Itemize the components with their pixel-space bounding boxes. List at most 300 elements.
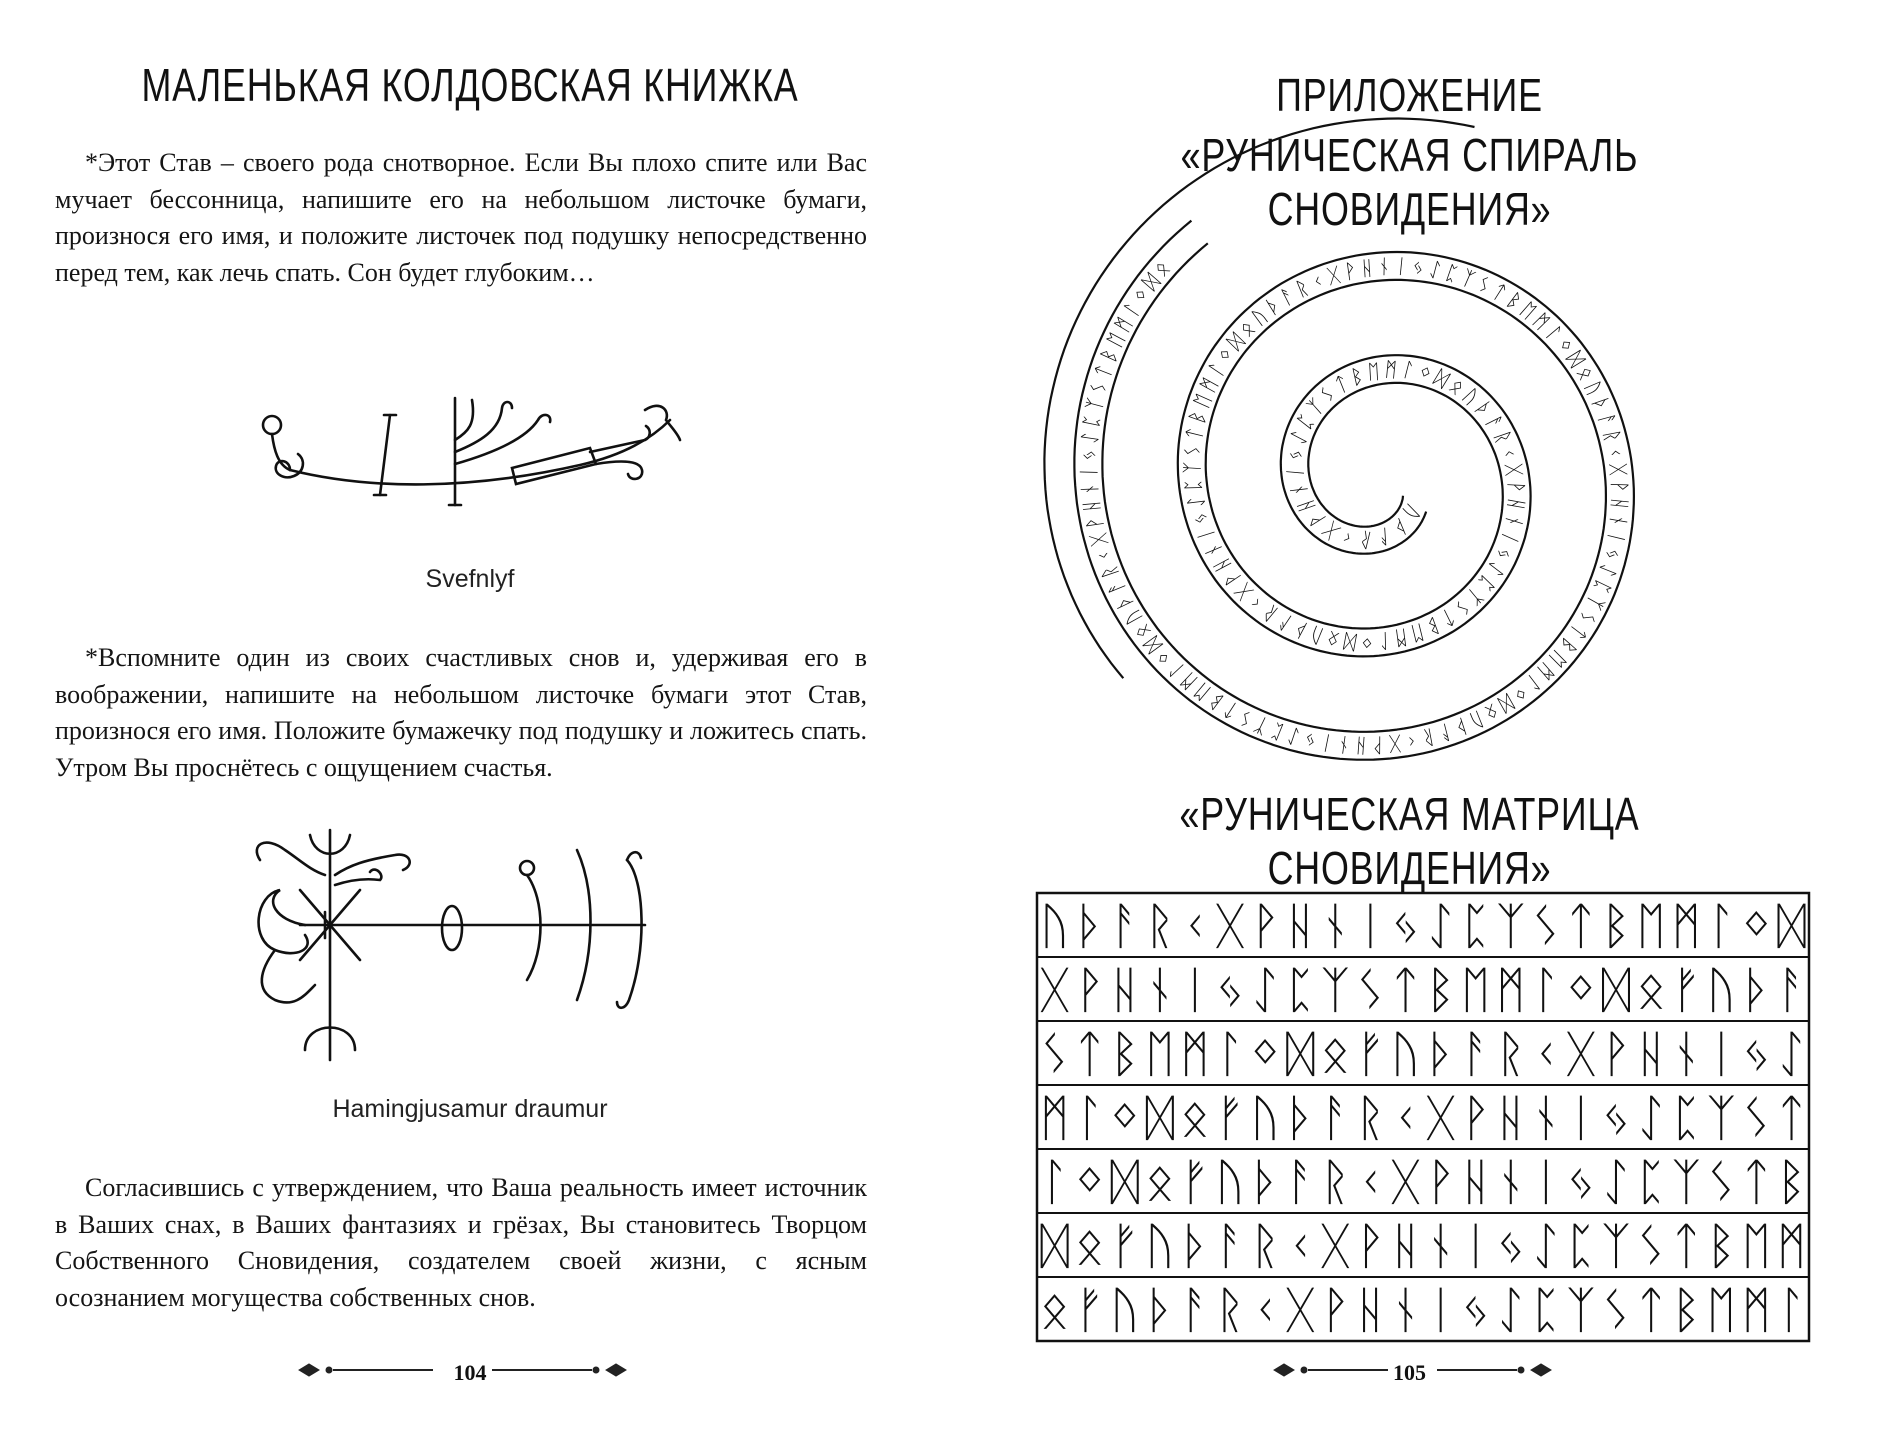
spiral-rune: ᚷ [1501,462,1527,477]
spiral-rune: ᛇ [1076,430,1103,446]
matrix-rune: ᚾ [1320,896,1351,955]
spiral-rune: ᚨ [1376,524,1391,550]
spiral-rune: ᚲ [1243,590,1269,616]
spiral-rune: ᛖ [1545,646,1571,672]
spiral-rune: ᚺ [1292,496,1320,516]
matrix-rune: ᛟ [1039,1280,1070,1339]
matrix-rune: ᛞ [1144,1088,1175,1147]
spiral-rune: ᛏ [1218,697,1243,724]
matrix-rune: ᛖ [1636,896,1667,955]
matrix-rune: ᛇ [1495,1280,1526,1339]
spiral-rune: ᛃ [1076,448,1101,463]
spiral-rune: ᚲ [1603,445,1629,460]
hamingjusamur-caption: Hamingjusamur draumur [332,1095,608,1123]
spiral-rune: ᚨ [1480,411,1508,433]
matrix-rune: ᚨ [1179,1280,1210,1339]
matrix-rune: ᚹ [1250,896,1281,955]
spiral-rune: ᛈ [1267,718,1288,745]
matrix-rune: ᚺ [1495,1088,1526,1147]
matrix-rune: ᛇ [1636,1088,1667,1147]
spiral-rune: ᚹ [1607,480,1632,493]
matrix-rune: ᛇ [1601,1152,1631,1211]
matrix-rune: ᛇ [1530,1216,1561,1275]
matrix-rune: ᚠ [1109,1216,1140,1275]
matrix-rune: ᚾ [1671,1024,1702,1083]
matrix-rune: ᛗ [1179,1024,1210,1083]
spiral-rune: ᚨ [1272,608,1297,636]
spiral-rune: ᛉ [1081,395,1108,414]
matrix-rune: ᛇ [1425,896,1456,955]
spiral-rune: ᛗ [1195,373,1223,396]
spiral-rune: ᛜ [1127,283,1155,308]
matrix-rune: ᚲ [1250,1280,1281,1339]
spiral-rune: ᛇ [1483,557,1510,582]
matrix-rune: ᚠ [1671,960,1702,1019]
matrix-rune: ᛈ [1285,960,1316,1019]
matrix-rune: ᛗ [1671,896,1702,955]
matrix-rune: ᚦ [1425,1024,1456,1083]
matrix-rune: ᚢ [1706,960,1737,1019]
matrix-rune: ᛊ [1530,896,1561,955]
spiral-rune: ᛈ [1180,478,1206,492]
matrix-rune: ᛗ [1495,960,1526,1019]
matrix-rune: ᚢ [1144,1216,1175,1275]
spiral-rune: ᚾ [1605,512,1632,529]
folio-ornament-right [490,1358,630,1382]
spiral-rune: ᚹ [1218,567,1246,591]
page-number-label: 104 [453,1360,487,1385]
paragraph-svefnlyf: *Этот Став – своего рода снотворное. Если Вы плохо спите или Вас мучает бессонница, напишите его на небольшом листочке бумаги, произнося его имя, и положите листочек под подушку непосредственно перед тем, как лечь спать. Сон будет глубоким… [55,148,867,287]
matrix-rune: ᛗ [1039,1088,1070,1147]
matrix-rune: ᚦ [1074,896,1105,955]
matrix-rune: ᛚ [1074,1088,1105,1147]
spiral-rune: ᛁ [1496,527,1524,549]
spiral-rune: ᚢ [1119,606,1147,629]
spiral-rune: ᛊ [1085,378,1112,398]
matrix-rune: ᛊ [1601,1280,1631,1339]
matrix-rune: ᛃ [1495,1216,1526,1275]
spiral-rune: ᛜ [1360,629,1375,655]
spiral-rune: ᛃ [1599,544,1627,564]
spiral-rune: ᛞ [1562,347,1590,371]
spiral-rune: ᚢ [1458,384,1484,410]
spiral-rune: ᚲ [1308,267,1327,295]
matrix-rune: ᛏ [1565,896,1596,955]
matrix-rune: ᚹ [1425,1152,1456,1211]
spiral-rune: ᛁ [1603,528,1630,547]
spiral-rune: ᛊ [1234,705,1257,732]
spiral-title: «РУНИЧЕСКАЯ СПИРАЛЬ СНОВИДЕНИЯ» [1180,129,1639,235]
spiral-rune: ᛟ [1571,362,1599,385]
matrix-rune: ᚾ [1144,960,1175,1019]
matrix-rune: ᚷ [1320,1216,1351,1275]
spiral-rune: ᛖ [1188,390,1216,412]
matrix-rune: ᛈ [1530,1280,1561,1339]
matrix-title: «РУНИЧЕСКАЯ МАТРИЦА СНОВИДЕНИЯ» [1179,788,1640,894]
spiral-rune: ᚦ [1470,396,1497,421]
svefnlyf-caption: Svefnlyf [425,565,515,593]
spiral-rune: ᛖ [1189,678,1215,705]
matrix-rune: ᛁ [1355,896,1386,955]
matrix-rune: ᚨ [1285,1152,1316,1211]
spiral-rune: ᛇ [1285,426,1313,449]
matrix-rune: ᚷ [1215,896,1245,955]
running-head: МАЛЕНЬКАЯ КОЛДОВСКАЯ КНИЖКА [141,59,799,111]
matrix-rune: ᚹ [1601,1024,1631,1083]
spiral-rune: ᛗ [1383,356,1399,382]
spiral-rune: ᛚ [1377,628,1391,654]
spiral-rune: ᛁ [1192,525,1220,545]
spiral-rune: ᚦ [1587,394,1615,414]
matrix-rune: ᛁ [1565,1088,1596,1147]
spiral-rune: ᛚ [1540,320,1567,346]
spiral-rune: ᛗ [1528,308,1555,334]
spiral-rune: ᛚ [1163,657,1189,683]
paragraph-hamingjusamur: *Вспомните один из своих счастливых снов и, удерживая его в воображении, напишите на небольшом листочке бумаги этот Став, произнося его имя. Положите бумажечку под подушку и ложитесь спать. Утром Вы проснётесь с ощущением счастья. [55,643,867,782]
matrix-rune: ᛁ [1460,1216,1491,1275]
spiral-rune: ᚺ [1354,733,1368,759]
matrix-rune: ᛖ [1144,1024,1175,1083]
matrix-rune: ᛏ [1776,1088,1807,1147]
matrix-rune: ᛇ [1250,960,1281,1019]
spiral-rune: ᛞ [1138,269,1164,294]
matrix-rune: ᛖ [1741,1216,1772,1275]
spiral-rune: ᛞ [1139,632,1166,657]
spiral-rune: ᛉ [1582,591,1609,614]
spiral-rune: ᛏ [1487,278,1511,306]
matrix-rune: ᚺ [1390,1216,1421,1275]
spiral-rune: ᛈ [1442,259,1462,287]
spiral-rune: ᚲ [1090,546,1117,565]
spiral-rune: ᛊ [1473,271,1496,298]
matrix-rune: ᛖ [1706,1280,1737,1339]
spiral-rune: ᚲ [1404,728,1420,754]
spiral-rune: ᚱ [1599,427,1626,445]
spiral-rune: ᛉ [1457,264,1479,292]
matrix-rune: ᚷ [1039,960,1070,1019]
spiral-rune: ᚦ [1261,292,1285,320]
matrix-rune: ᛗ [1741,1280,1772,1339]
spiral-rune: ᚹ [1303,508,1331,532]
spiral-rune: ᛊ [1315,380,1339,408]
runic-matrix [1037,893,1809,1341]
spiral-rune: ᛊ [1450,594,1474,622]
matrix-rune: ᛞ [1039,1216,1070,1275]
appendix-title: ПРИЛОЖЕНИЕ [1276,69,1543,121]
matrix-rune: ᛉ [1671,1152,1702,1211]
matrix-rune: ᛊ [1636,1216,1667,1275]
spiral-rune: ᛇ [1283,723,1304,750]
spiral-rune: ᛏ [1331,370,1352,398]
matrix-rune: ᚦ [1144,1280,1175,1339]
spiral-rune: ᚢ [1247,303,1272,330]
matrix-rune: ᛁ [1706,1024,1737,1083]
folio-ornament-left [1270,1358,1390,1382]
matrix-rune: ᛏ [1741,1152,1772,1211]
spiral-rune: ᛉ [1179,461,1205,475]
matrix-rune: ᛒ [1601,896,1631,955]
matrix-rune: ᛉ [1601,1216,1631,1275]
spiral-rune: ᛜ [1415,359,1436,387]
matrix-rune: ᚱ [1355,1088,1386,1147]
spiral-rune: ᚺ [1607,496,1633,511]
spiral-rune: ᛗ [1109,313,1137,336]
spiral-rune: ᛒ [1423,613,1444,640]
matrix-rune: ᛃ [1741,1024,1772,1083]
spiral-rune: ᚹ [1504,480,1529,494]
spiral-rune: ᛗ [1533,658,1559,685]
spiral-rune: ᚦ [1451,713,1471,741]
spiral-rune: ᛒ [1555,633,1582,659]
spiral-rune: ᚹ [1081,515,1108,531]
page-number-label: 105 [1393,1360,1426,1385]
matrix-rune: ᚨ [1776,960,1807,1019]
matrix-rune: ᛊ [1355,960,1386,1019]
matrix-rune: ᚺ [1355,1280,1386,1339]
spiral-rune: ᚦ [1110,592,1138,614]
matrix-rune: ᛞ [1776,896,1807,955]
matrix-rune: ᚺ [1636,1024,1667,1083]
spiral-rune: ᚷ [1085,531,1112,548]
spiral-rune: ᛁ [1076,465,1101,479]
matrix-rune: ᛃ [1565,1152,1596,1211]
matrix-rune: ᚲ [1530,1024,1561,1083]
spiral-rune: ᛚ [1118,297,1145,322]
matrix-rune: ᛟ [1074,1216,1105,1275]
matrix-rune: ᛏ [1671,1216,1702,1275]
spiral-rune: ᛚ [1399,356,1417,383]
spiral-rune: ᛊ [1574,605,1601,630]
matrix-rune: ᚨ [1215,1216,1245,1275]
matrix-rune: ᛏ [1636,1280,1667,1339]
runic-spiral [1076,205,1660,765]
spiral-rune: ᛖ [1408,620,1427,647]
spiral-rune: ᚱ [1291,274,1313,302]
matrix-rune: ᛉ [1320,960,1351,1019]
matrix-rune: ᛉ [1706,1088,1737,1147]
paragraph-conclusion: Согласившись с утверждением, что Ваша реальность имеет источник в Ваших снах, в Ваших фантазиях и грёзах, Вы становитесь Творцом Собственного Сновидения, создателем своей жизни, с ясным осознанием могущества собственных снов. [55,1173,867,1312]
spiral-rune: ᛜ [1508,680,1532,708]
spiral-rune: ᚷ [1230,579,1257,604]
spiral-rune: ᛞ [1430,365,1453,392]
spiral-rune: ᚺ [1360,255,1374,281]
matrix-rune: ᛒ [1671,1280,1702,1339]
spiral-rune: ᚷ [1606,462,1631,476]
spiral-rune: ᛟ [1444,373,1470,400]
matrix-rune: ᚹ [1320,1280,1351,1339]
matrix-rune: ᚲ [1285,1216,1316,1275]
spiral-rune: ᚢ [1580,377,1608,399]
spiral-rune: ᚷ [1318,517,1344,544]
matrix-rune: ᛚ [1530,960,1561,1019]
spiral-rune: ᚱ [1420,724,1437,751]
spiral-rune: ᛟ [1234,315,1260,342]
spiral-rune: ᛃ [1281,445,1309,464]
spiral-rune: ᛏ [1437,604,1460,632]
spiral-rune: ᚹ [1371,733,1385,758]
spiral-rune: ᛟ [1149,255,1175,282]
spiral-rune: ᛃ [1301,727,1320,754]
matrix-rune: ᚷ [1285,1280,1316,1339]
matrix-rune: ᚦ [1179,1216,1210,1275]
spiral-rune: ᛞ [1222,328,1249,354]
spiral-rune: ᛉ [1462,583,1488,610]
matrix-rune: ᛟ [1320,1024,1351,1083]
matrix-rune: ᚺ [1285,896,1316,955]
spiral-rune: ᛏ [1565,619,1592,645]
spiral-rune: ᛟ [1128,619,1156,643]
matrix-rune: ᛚ [1706,896,1737,955]
spiral-rune: ᚾ [1286,482,1312,498]
spiral-rune: ᛉ [1302,393,1328,420]
matrix-rune: ᚦ [1285,1088,1316,1147]
spiral-rune: ᚲ [1336,524,1359,552]
matrix-rune: ᛏ [1390,960,1421,1019]
matrix-rune: ᛃ [1601,1088,1631,1147]
matrix-rune: ᚢ [1039,896,1070,955]
spiral-rune: ᚾ [1199,540,1227,561]
spiral-rune: ᛜ [1150,645,1177,671]
matrix-rune: ᛜ [1741,896,1772,955]
spiral-rune: ᚨ [1276,283,1298,310]
matrix-rune: ᛃ [1215,960,1245,1019]
matrix-rune: ᛗ [1776,1216,1807,1275]
spiral-rune: ᚢ [1398,499,1425,526]
spiral-rune: ᛞ [1495,690,1518,717]
spiral-rune: ᚾ [1377,254,1391,279]
matrix-rune: ᚹ [1074,960,1105,1019]
matrix-rune: ᛜ [1074,1152,1105,1211]
spiral-rune: ᚱ [1257,600,1283,627]
matrix-rune: ᚨ [1320,1088,1351,1147]
spiral-rune: ᛉ [1250,712,1272,739]
matrix-rune: ᛟ [1144,1152,1175,1211]
matrix-rune: ᚱ [1495,1024,1526,1083]
matrix-rune: ᚢ [1390,1024,1421,1083]
spiral-rune: ᚺ [1503,496,1530,512]
spiral-rune: ᛖ [1102,328,1130,351]
matrix-rune: ᛊ [1741,1088,1772,1147]
matrix-rune: ᛊ [1706,1152,1737,1211]
spiral-rune: ᛏ [1181,425,1208,443]
spiral-rune: ᚨ [1593,410,1621,429]
matrix-rune: ᛃ [1460,1280,1491,1339]
matrix-rune: ᚲ [1355,1152,1386,1211]
spiral-rune: ᚱ [1489,427,1517,447]
matrix-rune: ᚲ [1179,896,1210,955]
spiral-rune: ᚾ [1336,732,1352,758]
matrix-rune: ᚦ [1741,960,1772,1019]
matrix-rune: ᛁ [1530,1152,1561,1211]
spiral-rune: ᚢ [1466,706,1487,734]
matrix-rune: ᛚ [1215,1024,1245,1083]
matrix-rune: ᛏ [1074,1024,1105,1083]
spiral-rune: ᛈ [1473,570,1500,597]
matrix-rune: ᚾ [1495,1152,1526,1211]
spiral-rune: ᛒ [1204,688,1228,715]
spiral-rune: ᛜ [1212,342,1239,368]
spiral-rune: ᚾ [1077,482,1102,496]
spiral-rune: ᛟ [1323,626,1343,653]
matrix-rune: ᛈ [1460,896,1491,955]
matrix-rune: ᛉ [1495,896,1526,955]
spiral-rune: ᛁ [1394,253,1409,279]
matrix-rune: ᚦ [1250,1152,1281,1211]
spiral-rune: ᛜ [1552,333,1579,358]
spiral-rune: ᛇ [1183,494,1209,510]
matrix-rune: ᚢ [1215,1152,1245,1211]
spiral-rune: ᛚ [1203,357,1230,382]
spiral-rune: ᛊ [1179,443,1205,459]
spiral-rune: ᛈ [1078,412,1105,430]
spiral-rune: ᛇ [1594,560,1622,581]
matrix-rune: ᚠ [1355,1024,1386,1083]
spiral-rune: ᚱ [1096,562,1123,582]
matrix-rune: ᚺ [1460,1152,1491,1211]
spiral-rune: ᚦ [1289,616,1312,644]
matrix-rune: ᛈ [1671,1088,1702,1147]
page-number-104 [0,1360,940,1386]
matrix-rune: ᛒ [1706,1216,1737,1275]
spiral-rune: ᛒ [1184,407,1211,427]
spiral-rune: ᛁ [1282,465,1308,480]
matrix-rune: ᚢ [1109,1280,1140,1339]
matrix-rune: ᛒ [1776,1152,1807,1211]
matrix-rune: ᛚ [1039,1152,1070,1211]
matrix-rune: ᚺ [1109,960,1140,1019]
spiral-rune: ᛗ [1393,625,1409,651]
matrix-rune: ᚾ [1390,1280,1421,1339]
matrix-rune: ᚷ [1425,1088,1456,1147]
matrix-rune: ᛒ [1109,1024,1140,1083]
matrix-rune: ᛃ [1390,896,1421,955]
matrix-rune: ᛊ [1039,1024,1070,1083]
spiral-rune: ᛏ [1089,361,1117,382]
matrix-rune: ᚾ [1530,1088,1561,1147]
folio-ornament-right [1435,1358,1555,1382]
spiral-rune: ᚨ [1436,719,1454,747]
matrix-rune: ᛜ [1250,1024,1281,1083]
matrix-rune: ᚱ [1320,1152,1351,1211]
matrix-rune: ᛁ [1179,960,1210,1019]
spiral-rune: ᚺ [1079,499,1104,514]
spiral-rune: ᛒ [1348,363,1366,390]
matrix-rune: ᛞ [1285,1024,1316,1083]
matrix-rune: ᚱ [1250,1216,1281,1275]
matrix-rune: ᛇ [1776,1024,1807,1083]
matrix-rune: ᛞ [1601,960,1631,1019]
svefnlyf-stave [250,380,690,520]
spiral-rune: ᚢ [1306,622,1327,649]
spiral-rune: ᚲ [1496,444,1523,462]
spiral-rune: ᛃ [1490,542,1518,566]
spiral-rune: ᛗ [1175,668,1202,695]
matrix-rune: ᛉ [1565,1280,1596,1339]
spiral-rune: ᚷ [1325,262,1343,289]
matrix-rune: ᚹ [1355,1216,1386,1275]
spiral-rune: ᚹ [1342,258,1358,284]
matrix-rune: ᛜ [1109,1088,1140,1147]
matrix-rune: ᚨ [1109,896,1140,955]
spiral-rune: ᚨ [1102,577,1130,598]
matrix-rune: ᚠ [1074,1280,1105,1339]
hamingjusamur-stave [245,820,675,1070]
spiral-rune: ᛟ [1481,698,1503,726]
matrix-rune: ᛟ [1636,960,1667,1019]
matrix-rune: ᚷ [1390,1152,1421,1211]
spiral-rune: ᛖ [1366,359,1381,384]
matrix-rune: ᚷ [1565,1024,1596,1083]
